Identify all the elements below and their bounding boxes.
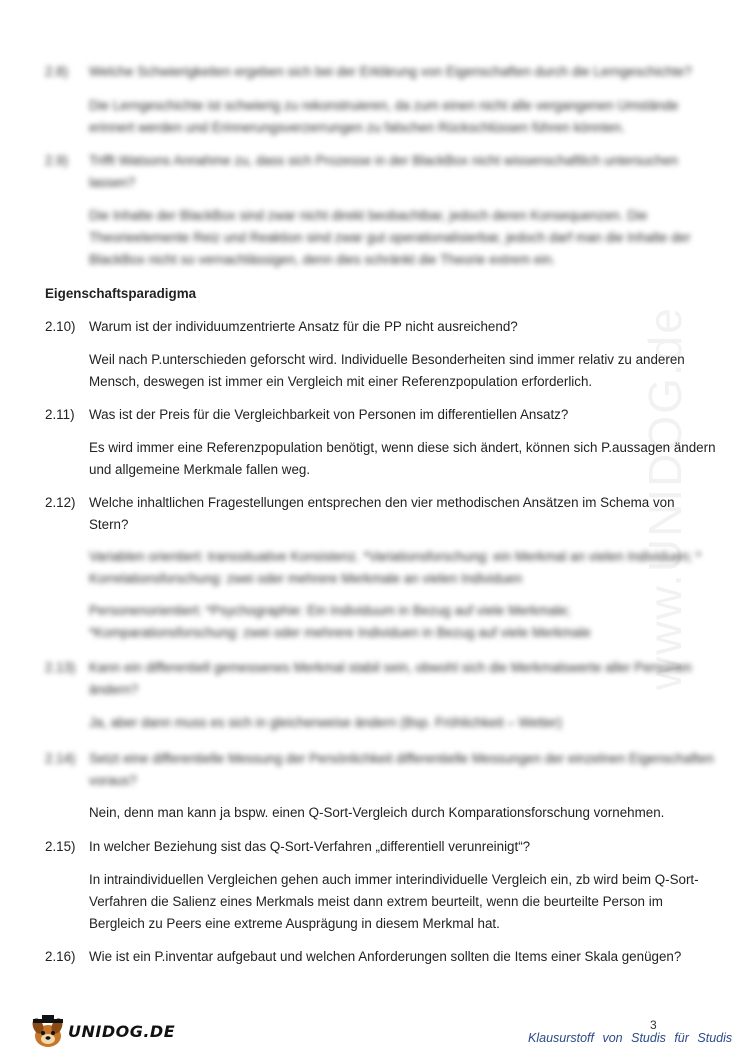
answer-2-12-part-1: Variablen orientiert: transsituative Konsistenz. *Variationsforschung: ein Merkmal an vielen Individuen; * Korrelationsforschung: zwei oder mehrere Merkmale an vielen Individuen [89,549,702,586]
unidog-logo [28,1012,176,1052]
question-number: 2.9) [45,153,69,168]
question-text: Welche inhaltlichen Fragestellungen entsprechen den vier methodischen Ansätzen im Schema von Stern? [89,495,675,532]
section-heading: Eigenschaftsparadigma [45,286,197,301]
question-2-10 [45,316,715,338]
question-2-11 [45,404,715,426]
answer-2-13: Ja, aber dann muss es sich in gleicherweise ändern (Bsp. Fröhlichkeit – Wetter) [89,715,563,730]
question-2-13 [45,657,715,701]
question-number: 2.14) [45,751,76,766]
question-2-15 [45,836,715,858]
page-number: 3 [650,1018,657,1032]
watermark: www.UNIDOG.de [639,306,691,690]
question-text: Setzt eine differentielle Messung der Persönlichkeit differentielle Messungen der einzelnen Eigenschaften voraus? [89,751,714,788]
question-number: 2.8) [45,64,69,79]
question-2-8 [45,61,715,83]
question-2-14 [45,748,715,792]
answer-2-14: Nein, denn man kann ja bspw. einen Q-Sort-Vergleich durch Komparationsforschung vornehmen. [89,805,665,820]
question-text: In welcher Beziehung sist das Q-Sort-Verfahren „differentiell verunreinigt“? [89,839,531,854]
question-text: Kann ein differentiell gemessenes Merkmal stabil sein, obwohl sich die Merkmalswerte aller Personen ändern? [89,660,692,697]
answer-2-9: Die Inhalte der BlackBox sind zwar nicht direkt beobachtbar, jedoch deren Konsequenzen. Die Theorieelemente Reiz und Reaktion sind zwar gut operationalisierbar, jedoch darf man die Inhalte der BlackBox nicht so vernachlässigen, denn dies schränkt die Theorie extrem ein. [89,208,691,267]
question-number: 2.10) [45,319,76,334]
question-text: Warum ist der individuumzentrierte Ansatz für die PP nicht ausreichend? [89,319,518,334]
question-2-12 [45,492,715,536]
question-2-16 [45,946,715,968]
question-number: 2.16) [45,949,76,964]
question-text: Wie ist ein P.inventar aufgebaut und welchen Anforderungen sollten die Items einer Skala genügen? [89,949,682,964]
question-text: Welche Schwierigkeiten ergeben sich bei der Erklärung von Eigenschaften durch die Lerngeschichte? [89,64,692,79]
question-text: Trifft Watsons Annahme zu, dass sich Prozesse in der BlackBox nicht wissenschaftlich untersuchen lassen? [89,153,678,190]
answer-2-11: Es wird immer eine Referenzpopulation benötigt, wenn diese sich ändert, können sich P.aussagen ändern und allgemeine Merkmale fallen weg. [89,440,716,477]
dog-icon [28,1014,68,1050]
answer-2-15: In intraindividuellen Vergleichen gehen auch immer interindividuelle Vergleich ein, zb wird beim Q-Sort-Verfahren die Salienz eines Merkmals meist dann extrem beurteilt, wenn die beurteilte Person im Bergleich zu Peers eine extreme Ausprägung in diesem Merkmal hat. [89,872,699,931]
answer-2-10: Weil nach P.unterschieden geforscht wird. Individuelle Besonderheiten sind immer relativ zu anderen Mensch, deswegen ist immer ein Vergleich mit einer Referenzpopulation erforderlich. [89,352,685,389]
question-text: Was ist der Preis für die Vergleichbarkeit von Personen im differentiellen Ansatz? [89,407,569,422]
question-number: 2.13) [45,660,76,675]
answer-2-8: Die Lerngeschichte ist schwierig zu rekonstruieren, da zum einen nicht alle vergangenen Umstände erinnert werden und Erinnerungsverzerrungen zu falschen Rückschlüssen führen könnten. [89,98,679,135]
footer-tagline: Klausurstoff von Studis für Studis [528,1031,733,1045]
question-number: 2.11) [45,407,75,422]
logo-text: UNIDOG.DE [68,1022,176,1041]
question-number: 2.15) [45,839,76,854]
question-number: 2.12) [45,495,76,510]
answer-2-12-part-2: Personenorientiert: *Psychographie: Ein Individuum in Bezug auf viele Merkmale; *Komparationsforschung: zwei oder mehrere Individuen in Bezug auf viele Merkmale [89,603,591,640]
question-2-9 [45,150,715,194]
